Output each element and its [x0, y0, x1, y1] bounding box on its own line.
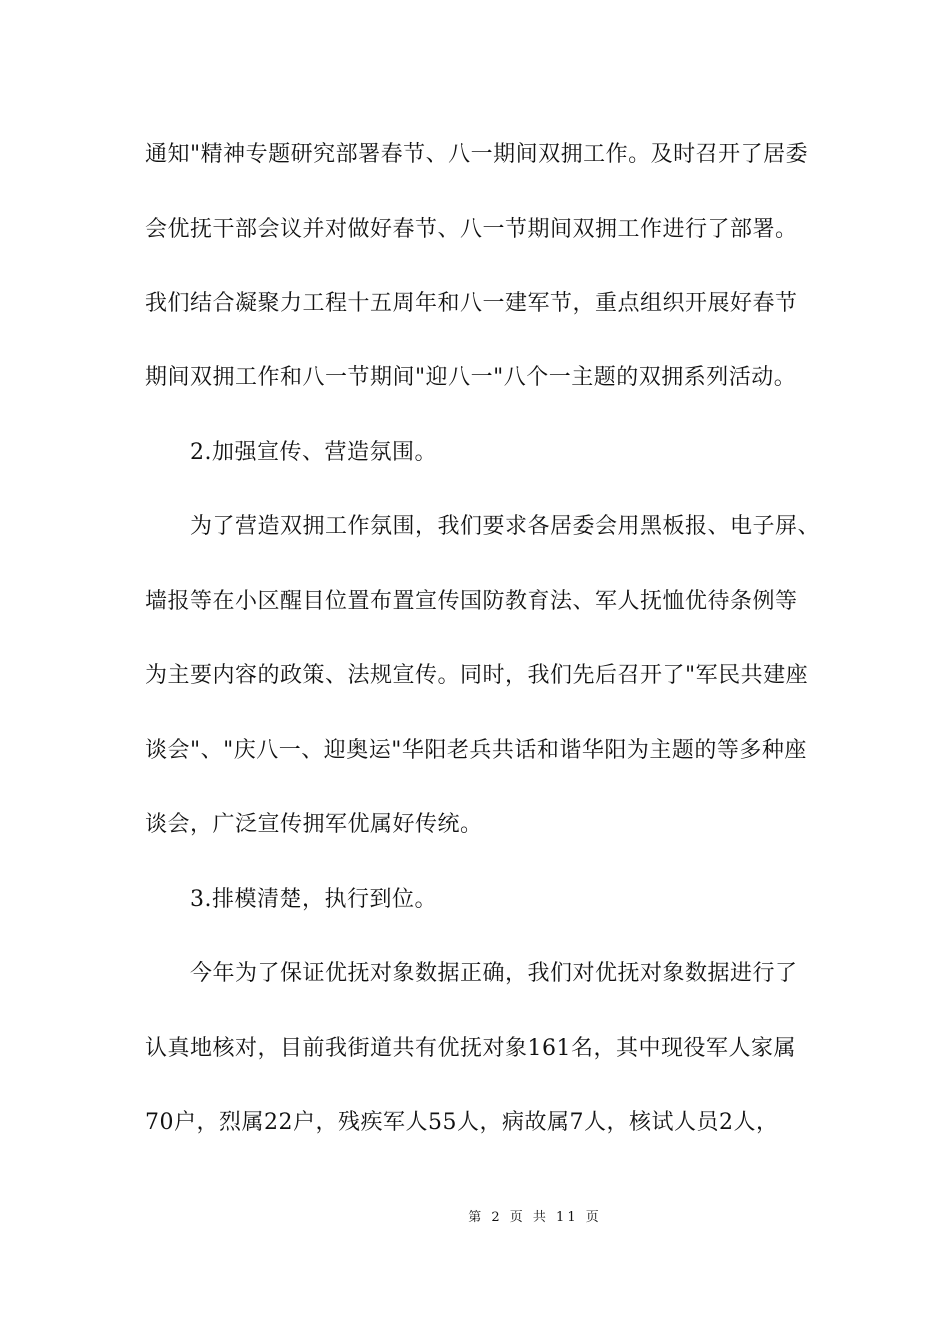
text-line-10: 谈会，广泛宣传拥军优属好传统。 [145, 812, 483, 837]
text-line-1: 通知"精神专题研究部署春节、八一期间双拥工作。及时召开了居委 [145, 142, 809, 167]
page-footer: 第 2 页 共 11 页 [468, 1210, 602, 1225]
text-line-13: 认真地核对，目前我街道共有优抚对象161名，其中现役军人家属 [145, 1036, 796, 1061]
text-line-8: 为主要内容的政策、法规宣传。同时，我们先后召开了"军民共建座 [145, 663, 809, 688]
text-line-12: 今年为了保证优抚对象数据正确，我们对优抚对象数据进行了 [190, 961, 798, 986]
section-heading-3: 3.排模清楚，执行到位。 [190, 887, 437, 912]
text-line-3: 我们结合凝聚力工程十五周年和八一建军节，重点组织开展好春节 [145, 291, 798, 316]
section-heading-2: 2.加强宣传、营造氛围。 [190, 440, 437, 465]
text-line-9: 谈会"、"庆八一、迎奥运"华阳老兵共话和谐华阳为主题的等多种座 [145, 738, 807, 763]
text-line-4: 期间双拥工作和八一节期间"迎八一"八个一主题的双拥系列活动。 [145, 365, 797, 390]
text-line-14: 70户，烈属22户，残疾军人55人，病故属7人，核试人员2人， [145, 1110, 779, 1135]
text-line-2: 会优抚干部会议并对做好春节、八一节期间双拥工作进行了部署。 [145, 217, 798, 242]
text-line-6: 为了营造双拥工作氛围，我们要求各居委会用黑板报、电子屏、 [190, 514, 821, 539]
text-line-7: 墙报等在小区醒目位置布置宣传国防教育法、军人抚恤优待条例等 [145, 589, 798, 614]
